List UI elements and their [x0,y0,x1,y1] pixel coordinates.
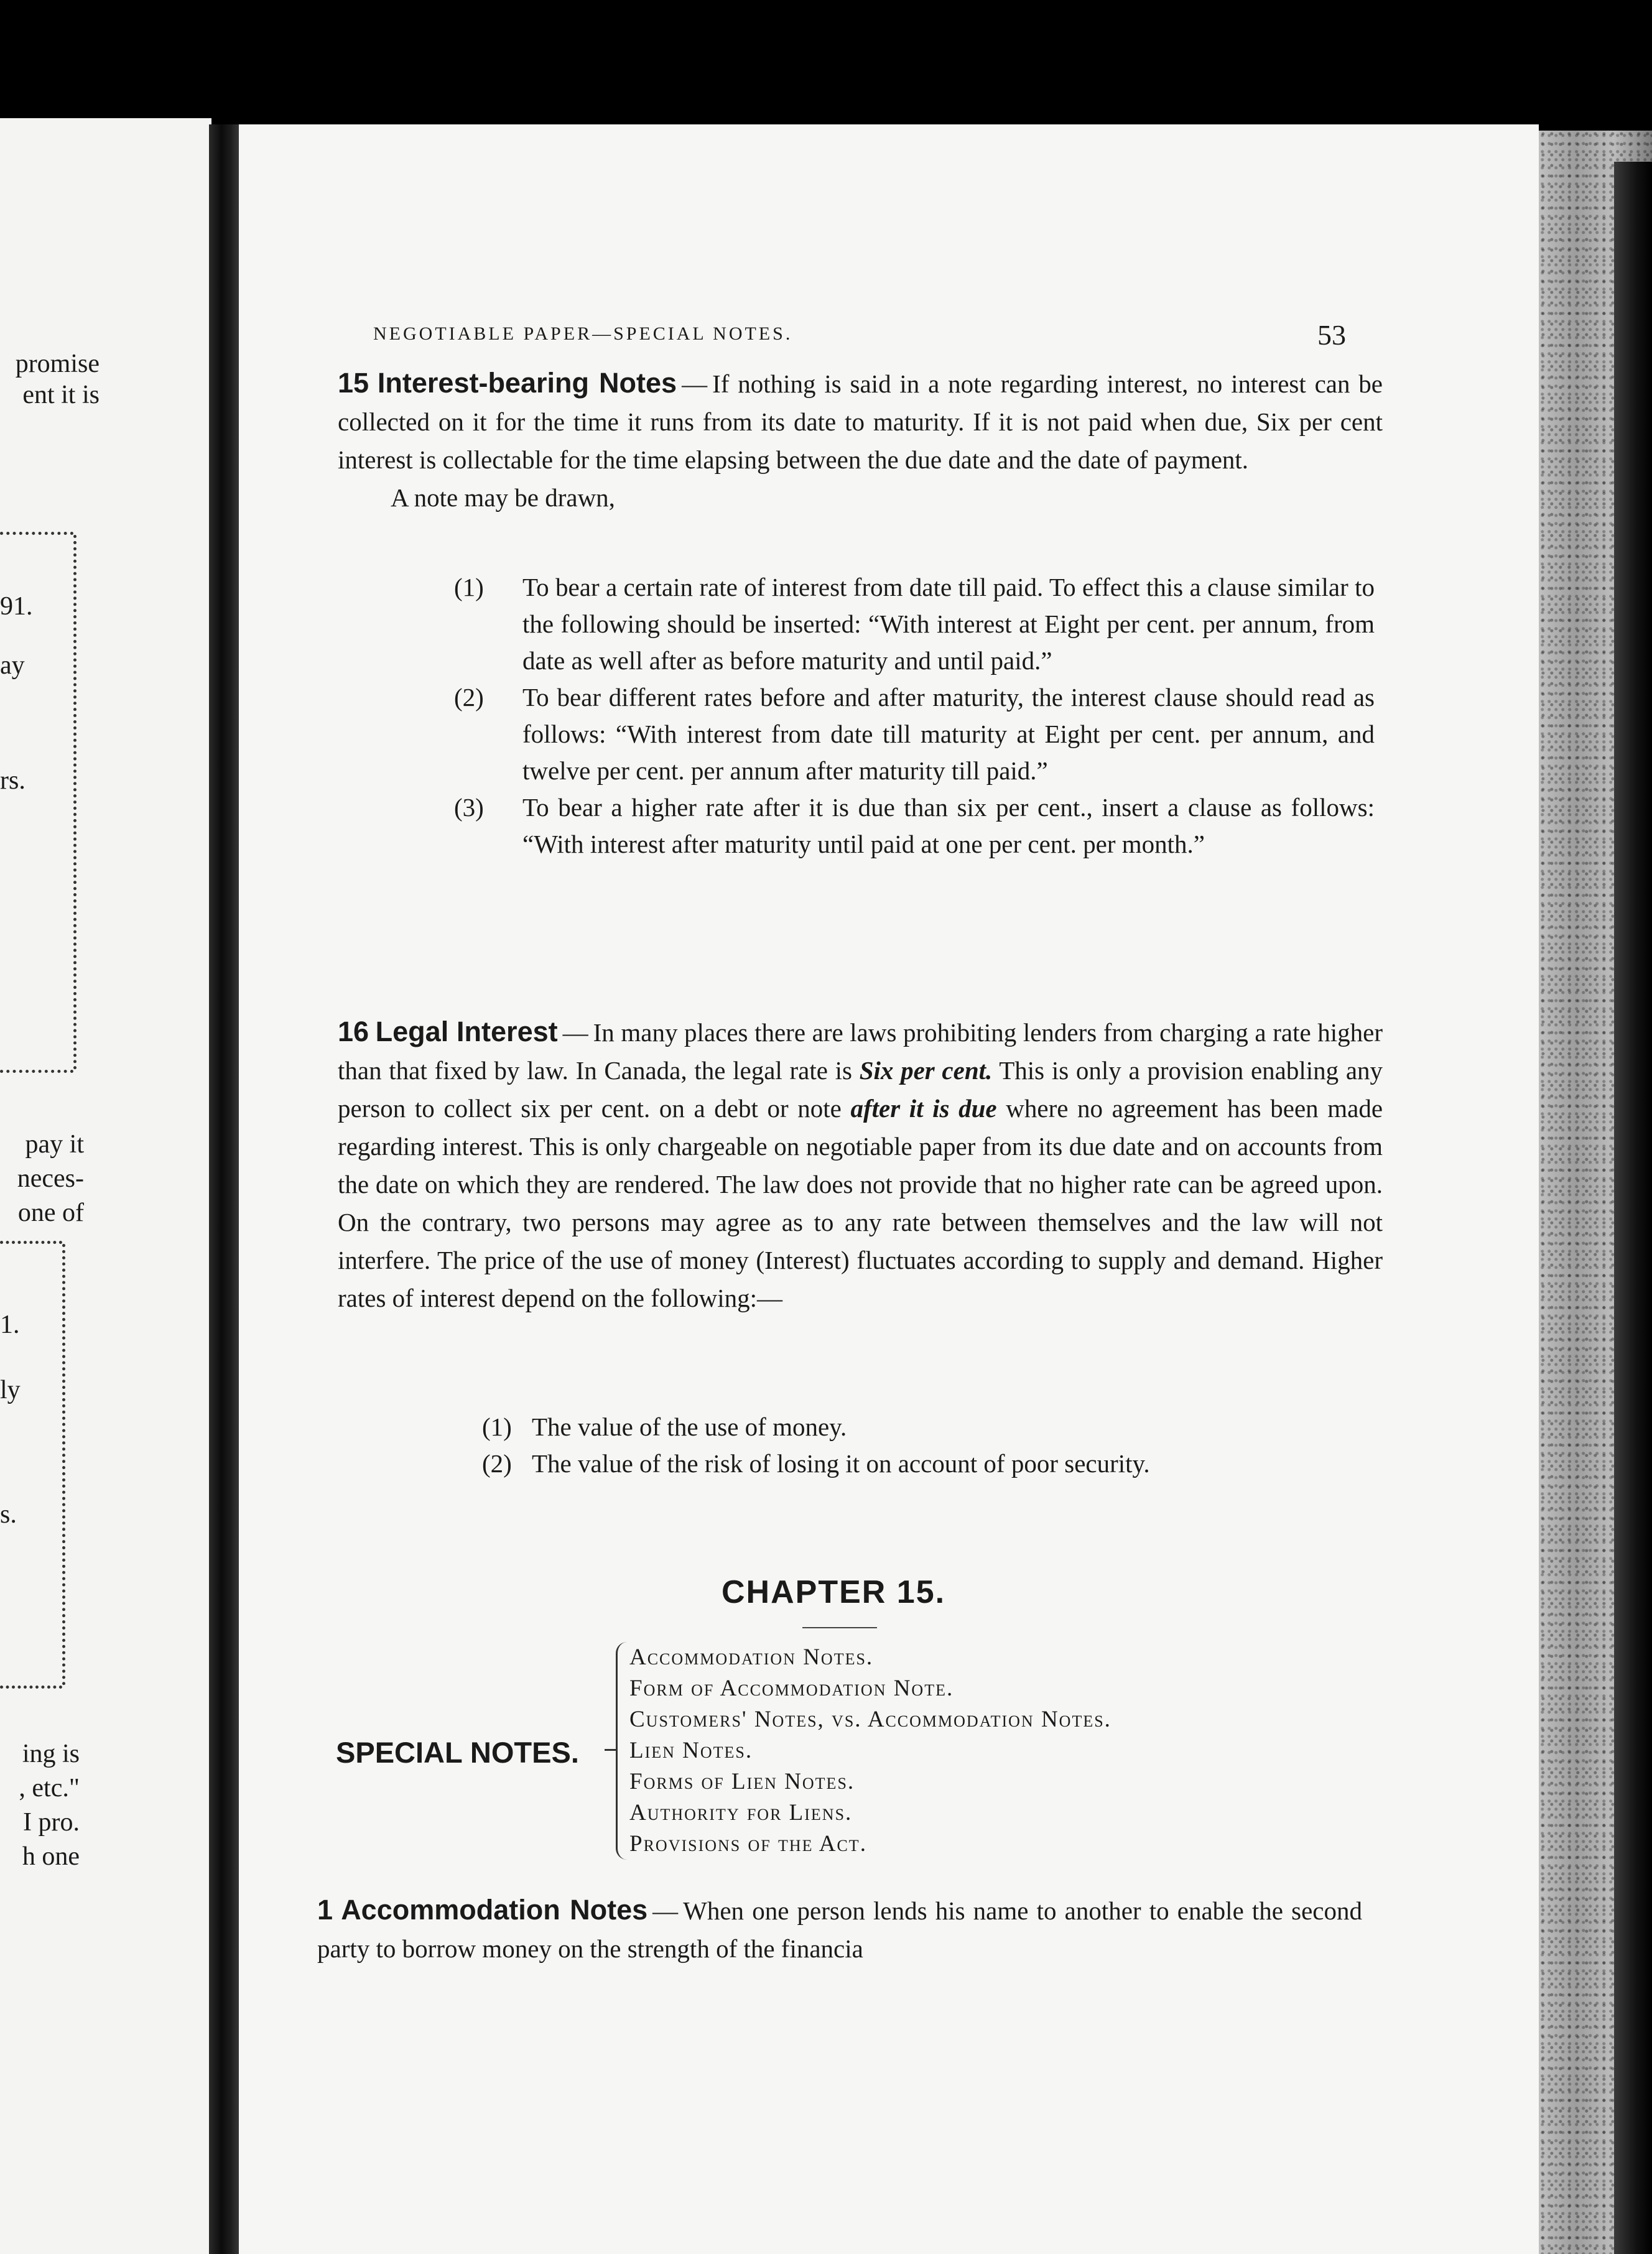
item-text: To bear a higher rate after it is due than six per cent., insert a clause as follows: “With interest after maturity until paid at one per cent. per month.” [522,793,1375,858]
section-body: where no agreement has been made regarding interest. This is only chargeable on negotiable paper from its due date and on accounts from the date on which they are rendered. The law does not provide that no higher rate can be agreed upon. On the contrary, two persons may agree as to any rate between themselves and the law will not interfere. The price of the use of money (Interest) fluctuates according to supply and demand. Higher rates of interest depend on the following:— [338,1094,1383,1312]
contents-item: Authority for Liens. [629,1800,853,1825]
contents-item: Accommodation Notes. [629,1644,874,1670]
section-body: If nothing is said in a note regarding interest, no interest can be collected on it for the time it runs from its date to maturity. If it is not paid when due, Six per cent interest is collectable for the time elapsing between the due date and the date of payment. [338,369,1383,474]
left-fragment: ly [0,1376,21,1404]
section-heading: Legal Interest [375,1016,558,1047]
item-number: (3) [454,793,484,822]
left-fragment: 1. [0,1310,20,1339]
section-number: 15 [338,367,369,399]
dotted-rule [0,1686,62,1689]
left-fragment: rs. [0,766,26,795]
running-head: NEGOTIABLE PAPER—SPECIAL NOTES. [373,323,793,344]
item-text: The value of the risk of losing it on account of poor security. [532,1449,1150,1478]
left-fragment: , etc." [19,1774,80,1802]
section-15-paragraph: 15 Interest-bearing Notes — If nothing is said in a note regarding interest, no interest can be collected on it for the time it runs from its date to maturity. If it is not paid when due, Six per cent interest is collectable for the time elapsing between the due date and the date of payment. A note may be drawn, [338,364,1383,517]
item-number: (1) [482,1412,512,1441]
item-text: To bear a certain rate of interest from date till paid. To effect this a clause similar to the following should be inserted: “With interest at Eight per cent. per annum, from date as well after as before maturity and until paid.” [522,573,1375,675]
left-fragment: neces- [17,1164,84,1193]
section-16-paragraph: 16 Legal Interest — In many places there are laws prohibiting lenders from charging a rate higher than that fixed by law. In Canada, the legal rate is Six per cent. This is only a provision enabling any person to collect six per cent. on a debt or note after it is due where no agreement has been made regarding interest. This is only chargeable on negotiable paper from its due date and on accounts from the date on which they are rendered. The law does not provide that no higher rate can be agreed upon. On the contrary, two persons may agree as to any rate between themselves and the law will not interfere. The price of the use of money (Interest) fluctuates according to supply and demand. Higher rates of interest depend on the following:— [338,1016,1383,1312]
section-body: This is only a provision enabling any person to collect six per cent. on a debt or note [338,1056,1383,1123]
section-16-items [482,1409,1403,1482]
contents-item: Customers' Notes, vs. Accommodation Notes. [629,1707,1111,1732]
section-1-paragraph: 1 Accommodation Notes — When one person lends his name to another to enable the second party to borrow money on the strength of the financia [317,1894,1363,1963]
section-body: When one person lends his name to another to enable the second party to borrow money on the strength of the financia [317,1896,1363,1963]
book-gutter [209,124,240,2254]
section-body: In many places there are laws prohibiting lenders from charging a rate higher than that fixed by law. In Canada, the legal rate is [338,1018,1383,1085]
dotted-rule [62,1244,65,1686]
section-heading: Accommodation Notes [341,1894,648,1926]
left-fragment: ent it is [22,381,100,409]
chapter-rule [802,1627,877,1628]
book-cover-edge [1614,162,1652,2254]
dotted-rule [73,535,77,1070]
left-fragment: 91. [0,592,33,621]
list-item [482,1445,1403,1482]
dotted-rule [0,1070,73,1073]
left-fragment: one of [17,1199,84,1227]
left-fragment: ay [0,651,25,680]
page-number: 53 [1317,319,1346,351]
dotted-rule [0,532,73,535]
emphasis: Six per cent. [859,1056,993,1085]
section-heading: Interest-bearing Notes [377,367,677,399]
left-fragment: promise [15,350,100,378]
item-number: (2) [482,1449,512,1478]
list-item [454,569,1375,679]
chapter-contents [629,1642,1376,1860]
contents-item: Provisions of the Act. [629,1831,867,1857]
contents-item: Form of Accommodation Note. [629,1676,954,1701]
left-fragment: pay it [25,1130,84,1159]
left-fragment: h one [22,1842,80,1871]
item-text: To bear different rates before and after maturity, the interest clause should read as follows: “With interest from date till maturity at Eight per cent. per annum, and twelve per cent. per annum after maturity till paid.” [522,683,1375,785]
contents-item: Forms of Lien Notes. [629,1769,855,1794]
brace-tip [605,1749,617,1751]
section-number: 1 [317,1894,333,1926]
list-item [454,789,1375,863]
left-fragment: ing is [22,1740,80,1768]
list-item [454,679,1375,789]
list-item [482,1409,1403,1445]
item-number: (1) [454,573,484,601]
left-fragment: s. [0,1500,17,1529]
section-intro: A note may be drawn, [391,483,615,512]
item-number: (2) [454,683,484,712]
brace [616,1642,629,1860]
section-number: 16 [338,1016,369,1047]
chapter-label: SPECIAL NOTES. [336,1736,579,1769]
contents-item: Lien Notes. [629,1738,753,1763]
left-fragment: I pro. [23,1808,80,1837]
left-page [0,118,211,2254]
emphasis: after it is due [850,1094,997,1123]
chapter-title: CHAPTER 15. [722,1574,946,1610]
section-15-items [454,569,1375,863]
item-text: The value of the use of money. [532,1412,847,1441]
dotted-rule [0,1241,62,1244]
